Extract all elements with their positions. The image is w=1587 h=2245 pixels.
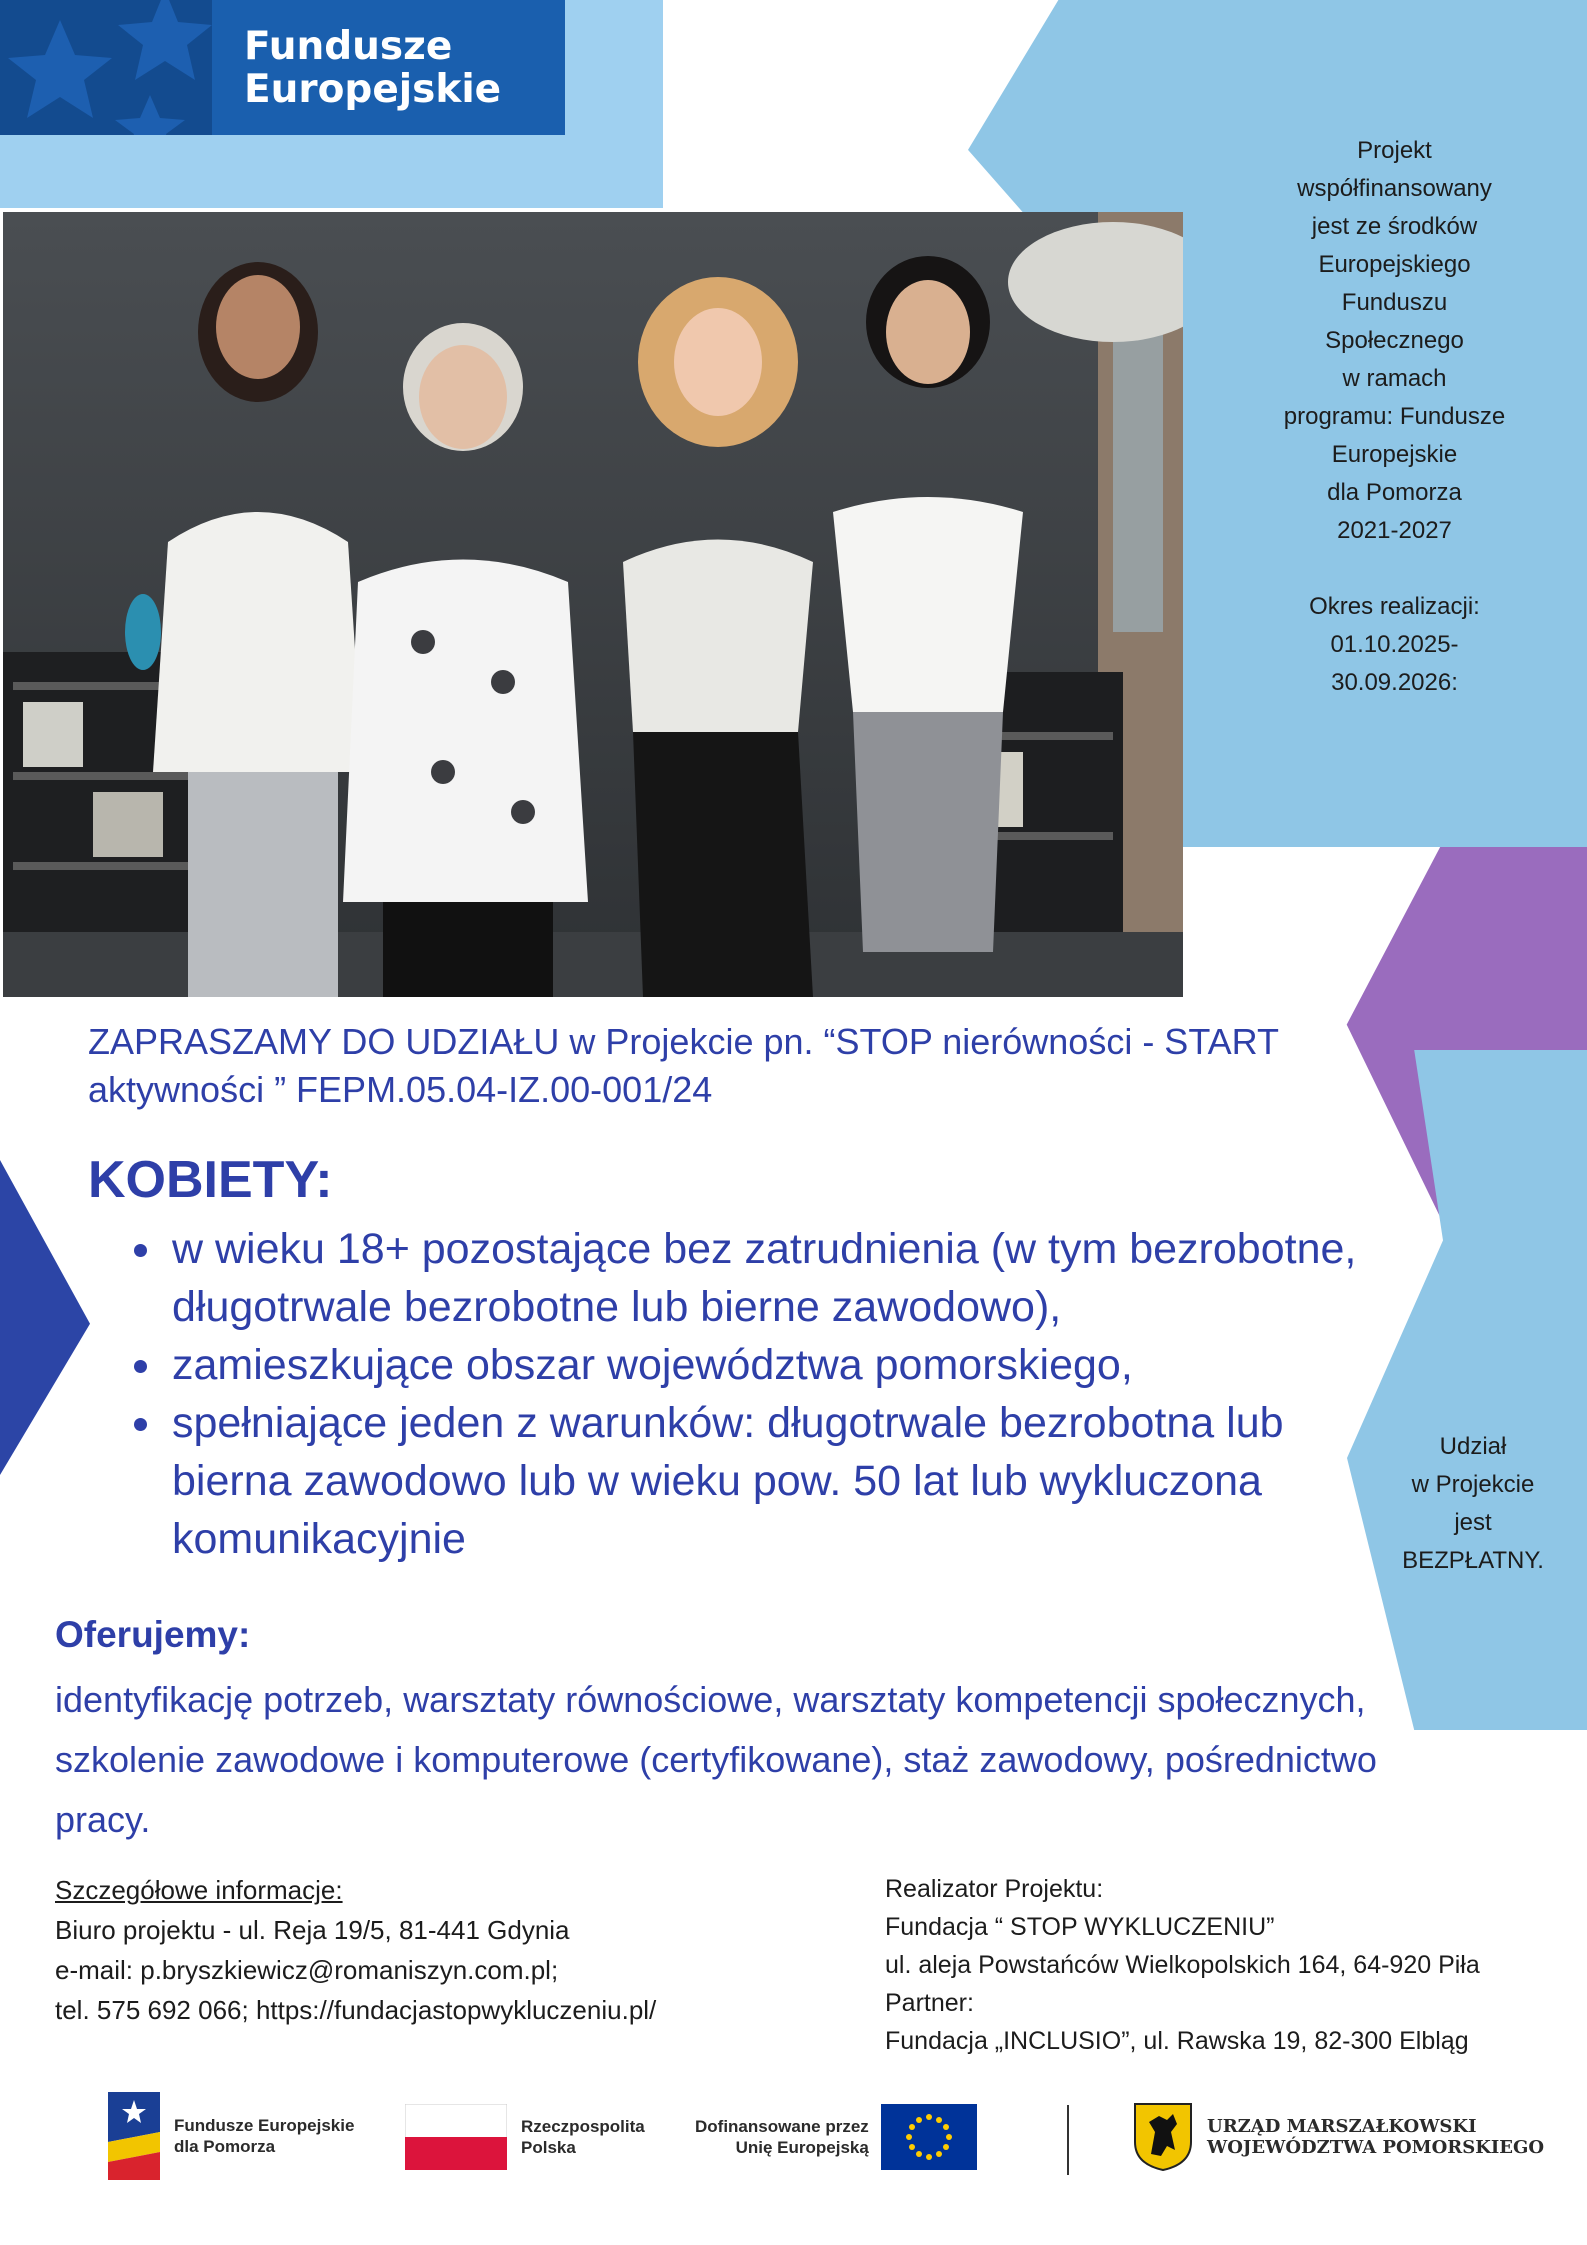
offer-heading: Oferujemy: bbox=[55, 1614, 251, 1655]
contact-office: Biuro projektu - ul. Reja 19/5, 81-441 Gdynia bbox=[55, 1915, 570, 1945]
contact-email[interactable]: e-mail: p.bryszkiewicz@romaniszyn.com.pl; bbox=[55, 1955, 559, 1985]
footer-divider bbox=[1067, 2105, 1069, 2175]
criteria-item: • spełniające jeden z warunków: długotrwale bezrobotna lub bierna zawodowo lub w wieku pow. 50 lat lub wykluczona komunikacyjnie bbox=[166, 1394, 1402, 1568]
umwp-logo bbox=[1133, 2102, 1544, 2172]
logo-line2: Europejskie bbox=[244, 66, 502, 112]
fe-pomorze-logo bbox=[108, 2092, 354, 2180]
contact-block bbox=[55, 1870, 855, 2030]
realizator-address: ul. aleja Powstańców Wielkopolskich 164, 64-920 Piła bbox=[885, 1951, 1480, 1979]
rp-logo-text: Rzeczpospolita Polska bbox=[521, 2117, 645, 2157]
criteria-list bbox=[120, 1220, 1496, 1568]
realizator-block bbox=[885, 1870, 1575, 2060]
offer-text: identyfikację potrzeb, warsztaty równościowe, warsztaty kompetencji społecznych, szkolenie zawodowe i komputerowe (certyfikowane), staż zawodowy, pośrednictwo pracy. bbox=[55, 1679, 1377, 1840]
contact-title: Szczegółowe informacje: bbox=[55, 1875, 343, 1905]
invitation-text: ZAPRASZAMY DO UDZIAŁU w Projekcie pn. “STOP nierówności - START aktywności ” FEPM.05.04-IZ.00-001/24 bbox=[88, 1021, 1279, 1110]
eu-cofunded-text: Dofinansowane przez Unię Europejską bbox=[695, 2117, 869, 2157]
realizator-name: Fundacja “ STOP WYKLUCZENIU” bbox=[885, 1913, 1275, 1941]
partner-label: Partner: bbox=[885, 1989, 974, 2017]
griffin-coat-of-arms-icon bbox=[1133, 2102, 1193, 2172]
criteria-item: • zamieszkujące obszar województwa pomorskiego, bbox=[166, 1336, 1496, 1394]
free-participation-note: Udział w Projekcie jest BEZPŁATNY. bbox=[1402, 1433, 1544, 1574]
fundusze-europejskie-logo bbox=[0, 0, 565, 135]
eu-stars-icon bbox=[0, 0, 212, 135]
eu-flag-icon bbox=[881, 2104, 977, 2170]
project-funding-info: Projekt współfinansowany jest ze środków Europejskiego Funduszu Społecznego w ramach programu: Fundusze Europejskie dla Pomorza 2021-2027 Okres realizacji: 01.10.2025- 30.09.2026: bbox=[1283, 137, 1506, 696]
logo-line1: Fundusze bbox=[244, 23, 453, 69]
umwp-logo-text: URZĄD MARSZAŁKOWSKI WOJEWÓDZTWA POMORSKIEGO bbox=[1207, 2116, 1545, 2158]
team-photo bbox=[3, 212, 1183, 997]
fe-flag-icon bbox=[108, 2092, 160, 2180]
decor-left-navy-triangle bbox=[0, 1160, 90, 1475]
polish-flag-icon bbox=[405, 2104, 507, 2170]
rp-logo bbox=[405, 2104, 645, 2170]
target-heading: KOBIETY: bbox=[88, 1151, 333, 1209]
eu-cofunded-logo bbox=[695, 2104, 977, 2170]
partner-name: Fundacja „INCLUSIO”, ul. Rawska 19, 82-300 Elbląg bbox=[885, 2027, 1469, 2055]
realizator-label: Realizator Projektu: bbox=[885, 1875, 1104, 1903]
fe-pomorze-logo-text: Fundusze Europejskie dla Pomorza bbox=[174, 2116, 355, 2156]
contact-phone-web[interactable]: tel. 575 692 066; https://fundacjastopwykluczeniu.pl/ bbox=[55, 1995, 657, 2025]
criteria-item: • w wieku 18+ pozostające bez zatrudnienia (w tym bezrobotne, długotrwale bezrobotne lub bierne zawodowo), bbox=[166, 1220, 1496, 1336]
